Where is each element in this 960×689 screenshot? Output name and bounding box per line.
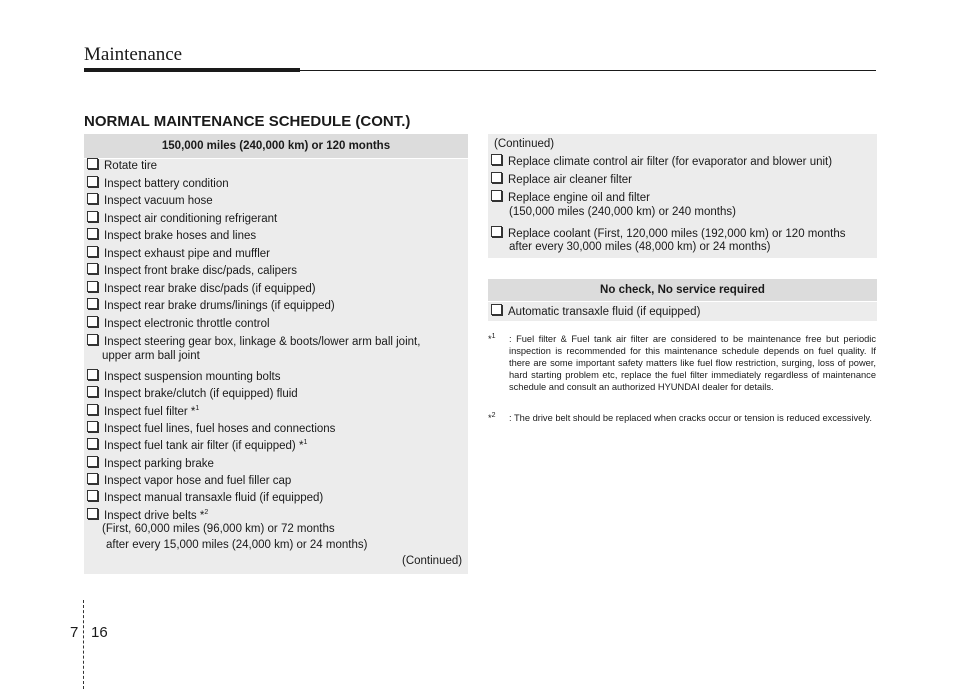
checkbox-icon	[491, 172, 502, 183]
checkbox-icon	[87, 369, 98, 380]
belt-interval-line1: (First, 60,000 miles (96,000 km) or 72 months	[102, 523, 335, 535]
left-item-19-label: Inspect manual transaxle fluid (if equipped)	[104, 492, 324, 504]
checkbox-icon	[87, 193, 98, 204]
left-item-16	[87, 438, 307, 454]
left-item-9	[87, 298, 335, 314]
left-item-3-label: Inspect vacuum hose	[104, 195, 213, 207]
chapter-number: 7	[70, 624, 79, 641]
coolant-interval: after every 30,000 miles (48,000 km) or 24 months)	[509, 241, 771, 253]
checkbox-icon	[87, 490, 98, 501]
page-heading: NORMAL MAINTENANCE SCHEDULE (CONT.)	[84, 113, 411, 130]
checkbox-icon	[491, 304, 502, 315]
left-item-1	[87, 158, 157, 174]
left-item-7	[87, 263, 297, 279]
checkbox-icon	[87, 508, 98, 519]
header-rule-thin	[300, 70, 876, 71]
page-number: 16	[91, 624, 108, 641]
checkbox-icon	[87, 246, 98, 257]
left-item-14	[87, 404, 199, 420]
no-check-item-1	[491, 304, 700, 320]
left-item-11	[87, 334, 420, 350]
left-item-16-footnote-ref: 1	[303, 439, 308, 447]
checkbox-icon	[87, 228, 98, 239]
no-check-title: No check, No service required	[488, 279, 877, 301]
left-table-title: 150,000 miles (240,000 km) or 120 months	[84, 134, 468, 158]
left-item-20-label: Inspect drive belts *	[104, 510, 205, 522]
checkbox-icon	[491, 154, 502, 165]
left-item-7-label: Inspect front brake disc/pads, calipers	[104, 265, 298, 277]
no-check-item-1-label: Automatic transaxle fluid (if equipped)	[508, 306, 701, 318]
left-item-3	[87, 193, 213, 209]
left-item-19	[87, 490, 323, 506]
right-item-2-label: Replace air cleaner filter	[508, 174, 633, 186]
left-item-18	[87, 473, 291, 489]
checkbox-icon	[87, 263, 98, 274]
steering-continuation: upper arm ball joint	[102, 350, 200, 362]
checkbox-icon	[87, 456, 98, 467]
belt-interval-line2: after every 15,000 miles (24,000 km) or 24 months)	[106, 539, 368, 551]
left-item-14-label: Inspect fuel filter *	[104, 406, 196, 418]
section-title: Maintenance	[84, 44, 183, 65]
left-item-14-footnote-ref: 1	[195, 405, 200, 413]
left-item-4	[87, 211, 277, 227]
left-item-8	[87, 281, 316, 297]
footer-divider	[83, 600, 84, 689]
left-item-5	[87, 228, 256, 244]
checkbox-icon	[87, 158, 98, 169]
left-item-9-label: Inspect rear brake drums/linings (if equipped)	[104, 300, 335, 312]
left-item-11-label: Inspect steering gear box, linkage & boots/lower arm ball joint,	[104, 336, 421, 348]
left-item-8-label: Inspect rear brake disc/pads (if equipped)	[104, 283, 316, 295]
checkbox-icon	[87, 211, 98, 222]
footnote-2-text: : The drive belt should be replaced when cracks occur or tension is reduced excessively.	[509, 413, 872, 423]
checkbox-icon	[491, 190, 502, 201]
checkbox-icon	[491, 226, 502, 237]
checkbox-icon	[87, 421, 98, 432]
right-item-1	[491, 154, 832, 170]
left-item-16-label: Inspect fuel tank air filter (if equipped) *	[104, 440, 304, 452]
left-item-5-label: Inspect brake hoses and lines	[104, 230, 257, 242]
footnote-1-text: : Fuel filter & Fuel tank air filter are considered to be maintenance free but periodic inspection is recommended for this maintenance schedule depends on fuel quality. If there are some important safety matters like fuel flow restriction, surging, loss of power, hard starting problem etc, replace the fuel filter immediately regardless of maintenance schedule and consult an authorized HYUNDAI dealer for details.	[509, 334, 876, 392]
checkbox-icon	[87, 316, 98, 327]
right-continued-label: (Continued)	[494, 138, 555, 150]
checkbox-icon	[87, 298, 98, 309]
checkbox-icon	[87, 404, 98, 415]
checkbox-icon	[87, 473, 98, 484]
left-item-10-label: Inspect electronic throttle control	[104, 318, 270, 330]
left-item-15	[87, 421, 335, 437]
left-item-18-label: Inspect vapor hose and fuel filler cap	[104, 475, 292, 487]
left-item-12-label: Inspect suspension mounting bolts	[104, 371, 281, 383]
left-item-13-label: Inspect brake/clutch (if equipped) fluid	[104, 388, 298, 400]
left-item-2	[87, 176, 229, 192]
checkbox-icon	[87, 176, 98, 187]
right-item-2	[491, 172, 632, 188]
left-item-2-label: Inspect battery condition	[104, 178, 229, 190]
left-item-6-label: Inspect exhaust pipe and muffler	[104, 248, 271, 260]
left-item-4-label: Inspect air conditioning refrigerant	[104, 213, 278, 225]
footnote-2-mark: *$^2$	[488, 411, 496, 423]
footnote-1	[488, 333, 878, 411]
checkbox-icon	[87, 281, 98, 292]
footnote-1-mark: *$^1$	[488, 332, 496, 344]
left-item-10	[87, 316, 270, 332]
right-item-4-label: Replace coolant (First, 120,000 miles (192,000 km) or 120 months	[508, 228, 846, 240]
right-item-1-label: Replace climate control air filter (for evaporator and blower unit)	[508, 156, 833, 168]
left-item-17	[87, 456, 214, 472]
checkbox-icon	[87, 386, 98, 397]
footnote-2	[488, 412, 878, 438]
left-item-6	[87, 246, 270, 262]
header-rule-thick	[84, 68, 300, 72]
left-item-1-label: Rotate tire	[104, 160, 158, 172]
oil-interval: (150,000 miles (240,000 km) or 240 months)	[509, 206, 736, 218]
left-item-13	[87, 386, 298, 402]
left-item-17-label: Inspect parking brake	[104, 458, 214, 470]
left-item-15-label: Inspect fuel lines, fuel hoses and connections	[104, 423, 336, 435]
left-item-20-footnote-ref: 2	[204, 509, 209, 517]
left-item-12	[87, 369, 280, 385]
right-item-3	[491, 190, 650, 206]
checkbox-icon	[87, 438, 98, 449]
right-item-3-label: Replace engine oil and filter	[508, 192, 650, 204]
left-continued-label: (Continued)	[402, 555, 463, 567]
checkbox-icon	[87, 334, 98, 345]
